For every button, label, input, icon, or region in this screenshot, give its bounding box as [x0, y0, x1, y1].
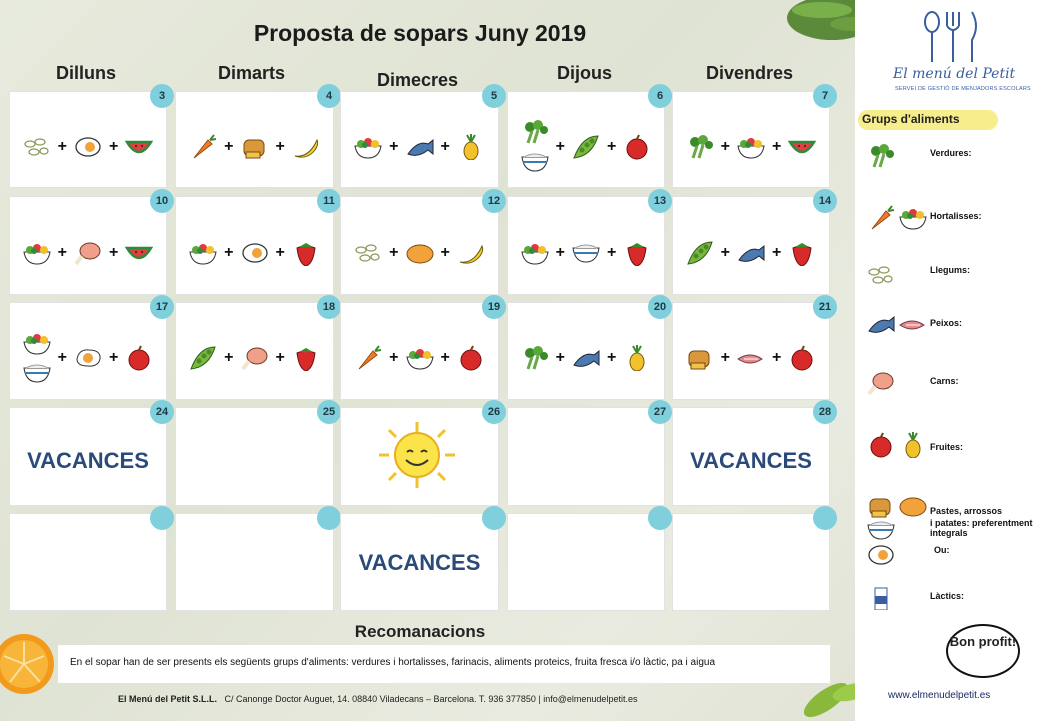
plus-sign: + [720, 243, 730, 261]
day-number-badge: 13 [648, 189, 672, 213]
footer-address: C/ Canonge Doctor Auguet, 14. 08840 Viladecans – Barcelona. T. 936 377850 | info@elmenudelpetit.es [224, 694, 638, 704]
legend-icons [866, 584, 896, 610]
apple-icon [866, 432, 896, 458]
broccoli-icon [866, 143, 896, 169]
fried-egg-icon [73, 345, 103, 371]
day-cell [175, 302, 334, 400]
day-number-badge [813, 506, 837, 530]
legend-icons [866, 432, 928, 458]
potato-icon [405, 240, 435, 266]
fish-icon [736, 240, 766, 266]
pineapple-icon [622, 345, 652, 371]
strawberry-icon [787, 240, 817, 266]
plus-sign: + [607, 137, 617, 155]
day-number-badge: 5 [482, 84, 506, 108]
logo-subtitle: SERVEI DE GESTIÓ DE MENJADORS ESCOLARS [895, 86, 1031, 92]
day-cell [9, 513, 167, 611]
legend-icons [866, 262, 896, 288]
rice-icon [866, 517, 896, 543]
day-number-badge: 18 [317, 295, 341, 319]
plus-sign: + [607, 349, 617, 366]
salad-icon [736, 134, 766, 160]
legume-icon [353, 240, 383, 266]
plus-sign: + [57, 243, 67, 261]
day-cell [9, 196, 167, 295]
fish-icon [866, 311, 896, 337]
day-number-badge [482, 506, 506, 530]
website-link[interactable]: www.elmenudelpetit.es [888, 690, 991, 701]
salad-icon [520, 240, 550, 266]
day-number-badge: 3 [150, 84, 174, 108]
ham-icon [73, 240, 103, 266]
plus-sign: + [224, 137, 234, 155]
day-cell [672, 513, 830, 611]
sun-icon [375, 420, 459, 495]
bread-icon [685, 345, 715, 371]
day-number-badge: 21 [813, 295, 837, 319]
cutlery-logo-icon [922, 6, 982, 66]
vacances-label: VACANCES [27, 448, 149, 473]
strawberry-icon [291, 240, 321, 266]
day-header-dijous: Dijous [557, 63, 613, 83]
strawberry-icon [622, 240, 652, 266]
day-number-badge: 25 [317, 400, 341, 424]
carrot-icon [353, 345, 383, 371]
plus-sign: + [389, 349, 399, 366]
plus-sign: + [772, 243, 782, 261]
watermelon-icon [787, 134, 817, 160]
plus-sign: + [109, 243, 119, 261]
egg-icon [240, 240, 270, 266]
plus-sign: + [440, 349, 450, 366]
plus-sign: + [275, 137, 285, 155]
plus-sign: + [57, 349, 67, 366]
day-number-badge: 28 [813, 400, 837, 424]
day-cell [175, 196, 334, 295]
legume-icon [866, 262, 896, 288]
plus-sign: + [720, 349, 730, 366]
day-cell [340, 302, 499, 400]
salad-icon [188, 240, 218, 266]
legume-icon [22, 134, 52, 160]
apple-icon [787, 345, 817, 371]
peas-icon [685, 240, 715, 266]
day-cell [9, 407, 167, 506]
day-number-badge: 27 [648, 400, 672, 424]
salad-icon [405, 345, 435, 371]
salmon-icon [736, 345, 766, 371]
plus-sign: + [555, 243, 565, 261]
day-cell [672, 91, 830, 188]
ham-icon [240, 345, 270, 371]
day-cell [9, 302, 167, 400]
rice-icon [571, 240, 601, 266]
plus-sign: + [440, 137, 450, 155]
plus-sign: + [275, 349, 285, 366]
legend-icons [866, 542, 896, 568]
legend-icons [866, 205, 928, 231]
day-cell [340, 196, 499, 295]
day-cell [672, 302, 830, 400]
day-cell [507, 91, 665, 188]
legend-label: Carns: [930, 376, 959, 386]
legend-icons [866, 143, 896, 169]
watermelon-icon [124, 240, 154, 266]
legend-label: Pastes, arrossos [930, 506, 1003, 516]
day-cell [507, 196, 665, 295]
footer [118, 694, 637, 704]
legend-label: Fruites: [930, 442, 964, 452]
plus-sign: + [109, 137, 119, 155]
apple-icon [456, 345, 486, 371]
ham-icon [866, 370, 896, 396]
egg-icon [73, 134, 103, 160]
plus-sign: + [389, 243, 399, 261]
day-number-badge: 4 [317, 84, 341, 108]
plus-sign: + [224, 243, 234, 261]
plus-sign: + [275, 243, 285, 261]
plus-sign: + [440, 243, 450, 261]
vacances-label: VACANCES [358, 550, 481, 575]
legend-icons [866, 493, 928, 519]
vacances-label: VACANCES [690, 448, 812, 473]
legend-sidebar [855, 0, 1041, 721]
day-cell [672, 196, 830, 295]
recommendations-text: En el sopar han de ser presents els següents grups d'aliments: verdures i hortalisses, farinacis, aliments proteics, fruita fresca i/o làctic, pa i aigua [58, 645, 830, 683]
peas-icon [188, 345, 218, 371]
groups-title: Grups d'aliments [858, 110, 998, 130]
legend-icons [866, 370, 896, 396]
day-number-badge: 11 [317, 189, 341, 213]
salad-icon [22, 240, 52, 266]
rice-icon [22, 360, 52, 386]
legend-label: i patates: preferentment integrals [930, 518, 1033, 538]
plus-sign: + [109, 349, 119, 366]
salad-icon [353, 134, 383, 160]
recommendations-title: Recomanacions [354, 622, 486, 641]
day-number-badge [317, 506, 341, 530]
day-cell [175, 513, 334, 611]
pineapple-icon [456, 134, 486, 160]
bread-icon [240, 134, 270, 160]
day-cell [175, 407, 334, 506]
day-cell [175, 91, 334, 188]
potato-icon [898, 493, 928, 519]
plus-sign: + [772, 137, 782, 155]
day-number-badge [648, 506, 672, 530]
day-cell [340, 91, 499, 188]
fish-icon [405, 134, 435, 160]
plus-sign: + [57, 137, 67, 155]
banana-icon [456, 240, 486, 266]
day-number-badge: 7 [813, 84, 837, 108]
page-title: Proposta de sopars Juny 2019 [253, 20, 587, 46]
salad-icon [898, 205, 928, 231]
egg-icon [866, 542, 896, 568]
pineapple-icon [898, 432, 928, 458]
broccoli-icon [685, 134, 715, 160]
day-header-divendres: Divendres [706, 63, 794, 83]
day-number-badge: 26 [482, 400, 506, 424]
day-cell [9, 91, 167, 188]
legend-label: Peixos: [930, 318, 963, 328]
day-number-badge: 10 [150, 189, 174, 213]
plus-sign: + [224, 349, 234, 366]
logo-text: El menú del Petit [893, 66, 1016, 82]
day-number-badge: 19 [482, 295, 506, 319]
day-cell [340, 513, 499, 611]
plus-sign: + [772, 349, 782, 366]
banana-icon [291, 134, 321, 160]
day-header-dimecres: Dimecres [377, 70, 459, 90]
day-number-badge: 17 [150, 295, 174, 319]
carrot-icon [866, 205, 896, 231]
day-cell [507, 302, 665, 400]
plus-sign: + [720, 137, 730, 155]
day-cell [507, 513, 665, 611]
day-number-badge: 20 [648, 295, 672, 319]
footer-company: El Menú del Petit S.L.L. [118, 694, 218, 704]
day-cell [507, 407, 665, 506]
day-cell [340, 407, 499, 506]
plus-sign: + [607, 243, 617, 261]
legend-label: Làctics: [930, 591, 965, 601]
carrot-icon [188, 134, 218, 160]
apple-icon [622, 134, 652, 160]
bon-profit-bubble: Bon profit! [946, 624, 1020, 678]
plus-sign: + [555, 137, 565, 155]
apple-icon [124, 345, 154, 371]
day-number-badge: 24 [150, 400, 174, 424]
bread-icon [866, 493, 896, 519]
day-header-dimarts: Dimarts [218, 63, 286, 83]
broccoli-icon [520, 345, 550, 371]
orange-photo [0, 632, 60, 696]
salad-icon [22, 330, 52, 356]
day-number-badge: 14 [813, 189, 837, 213]
plus-sign: + [389, 137, 399, 155]
legend-icons [866, 517, 896, 543]
legend-label: Ou: [934, 545, 950, 555]
day-header-dilluns: Dilluns [56, 63, 117, 83]
legend-label: Hortalisses: [930, 211, 982, 221]
legend-label: Llegums: [930, 265, 971, 275]
peas-icon [571, 134, 601, 160]
broccoli-icon [520, 119, 550, 145]
day-number-badge: 12 [482, 189, 506, 213]
strawberry-icon [291, 345, 321, 371]
milk-icon [866, 584, 896, 610]
rice-icon [520, 149, 550, 175]
day-cell [672, 407, 830, 506]
day-number-badge [150, 506, 174, 530]
legend-icons [866, 311, 928, 337]
salmon-icon [898, 311, 928, 337]
day-number-badge: 6 [648, 84, 672, 108]
plus-sign: + [555, 349, 565, 366]
fish-icon [571, 345, 601, 371]
watermelon-icon [124, 134, 154, 160]
legend-label: Verdures: [930, 148, 972, 158]
